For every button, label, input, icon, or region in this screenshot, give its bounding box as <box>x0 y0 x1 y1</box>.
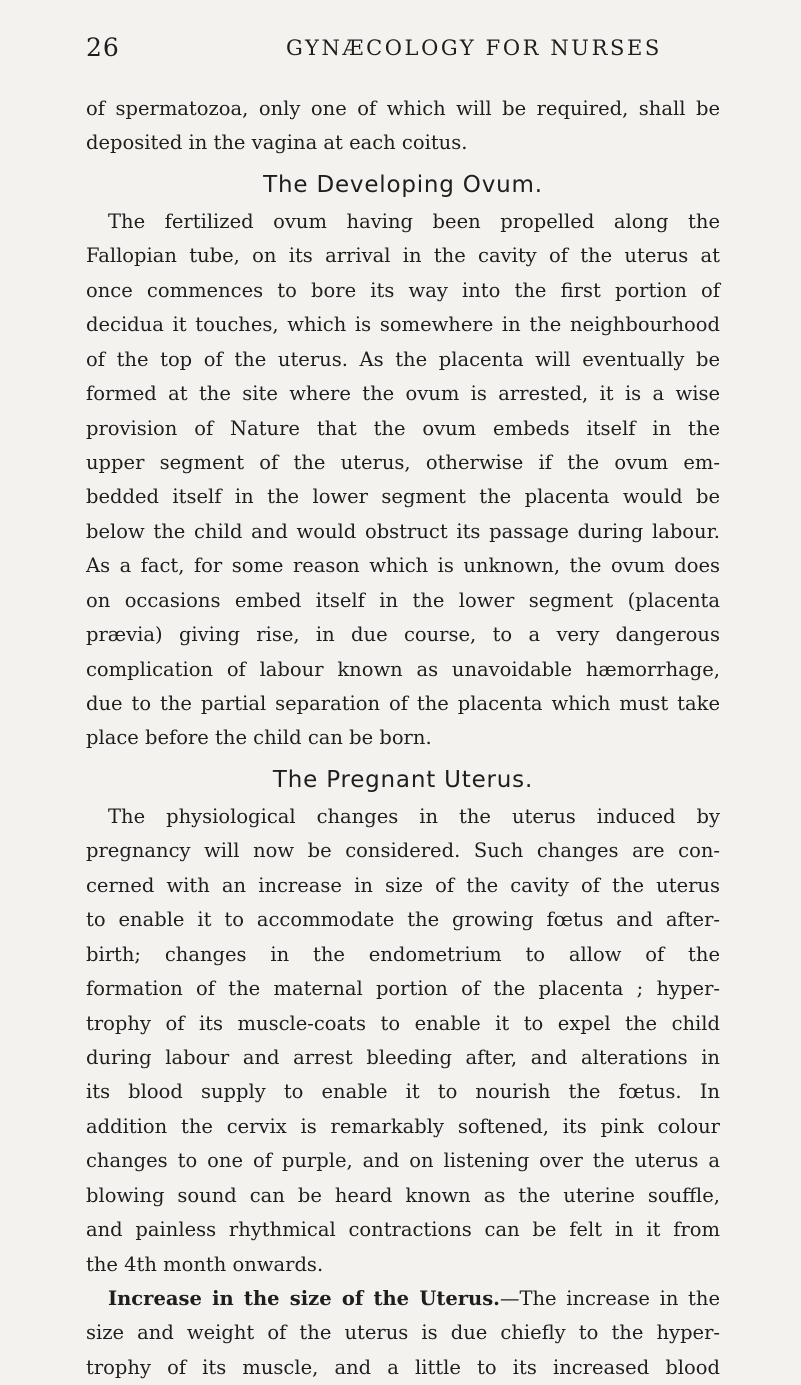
text-line: upper segment of the uterus, otherwise if the ovum em- <box>86 450 720 474</box>
text-line: formation of the maternal portion of the placenta ; hyper- <box>86 977 720 1001</box>
text-line: cerned with an increase in size of the cavity of the uterus <box>86 873 720 897</box>
text-line: during labour and arrest bleeding after, and alterations in <box>86 1045 720 1069</box>
text-line: As a fact, for some reason which is unknown, the ovum does <box>86 554 720 578</box>
text-line: provision of Nature that the ovum embeds itself in the <box>86 416 720 440</box>
text-line: size and weight of the uterus is due chiefly to the hyper- <box>86 1321 720 1345</box>
text-line: The fertilized ovum having been propelled along the <box>108 209 720 233</box>
text-line: changes to one of purple, and on listening over the uterus a <box>86 1149 720 1173</box>
text-line: addition the cervix is remarkably softened, its pink colour <box>86 1114 720 1138</box>
text-fragment: —The increase in the <box>499 1287 720 1310</box>
text-line: of spermatozoa, only one of which will be required, shall be <box>86 97 720 120</box>
text-line: once commences to bore its way into the first portion of <box>86 278 720 302</box>
text-line: trophy of its muscle, and a little to its increased blood <box>86 1355 720 1379</box>
text-line: deposited in the vagina at each coitus. <box>86 131 468 155</box>
body-text <box>86 92 720 1385</box>
text-line: decidua it touches, which is somewhere in the neighbourhood <box>86 313 720 337</box>
text-line <box>86 1282 720 1316</box>
text-line: to enable it to accommodate the growing fœtus and after- <box>86 908 720 932</box>
text-line: place before the child can be born. <box>86 726 432 750</box>
text-line: due to the partial separation of the placenta which must take <box>86 692 720 715</box>
run-in-heading: Increase in the size of the Uterus. <box>108 1287 500 1310</box>
text-line: blowing sound can be heard known as the uterine souffle, <box>86 1183 720 1207</box>
text-line: the 4th month onwards. <box>86 1252 324 1276</box>
text-line: below the child and would obstruct its passage during labour. <box>86 519 720 543</box>
text-line: formed at the site where the ovum is arrested, it is a wise <box>86 382 720 406</box>
section-heading: The Developing Ovum. <box>263 171 543 198</box>
text-line: birth; changes in the endometrium to allow of the <box>86 942 720 966</box>
text-line: trophy of its muscle-coats to enable it to expel the child <box>86 1011 720 1035</box>
page-number: 26 <box>86 33 120 62</box>
text-line: of the top of the uterus. As the placenta will eventually be <box>86 347 720 371</box>
text-line: and painless rhythmical contractions can be felt in it from <box>86 1218 720 1242</box>
text-line: pregnancy will now be considered. Such changes are con- <box>86 839 720 863</box>
text-line: Fallopian tube, on its arrival in the cavity of the uterus at <box>86 244 720 268</box>
text-line: on occasions embed itself in the lower segment (placenta <box>86 588 720 612</box>
text-line: complication of labour known as unavoidable hæmorrhage, <box>86 657 720 681</box>
text-line: prævia) giving rise, in due course, to a very dangerous <box>86 623 720 647</box>
section-heading: The Pregnant Uterus. <box>272 766 534 793</box>
text-line: bedded itself in the lower segment the placenta would be <box>86 485 720 509</box>
text-line: its blood supply to enable it to nourish the fœtus. In <box>86 1080 720 1104</box>
running-head <box>86 33 721 67</box>
running-title: GYNÆCOLOGY FOR NURSES <box>286 36 662 60</box>
text-line: The physiological changes in the uterus induced by <box>108 804 720 828</box>
